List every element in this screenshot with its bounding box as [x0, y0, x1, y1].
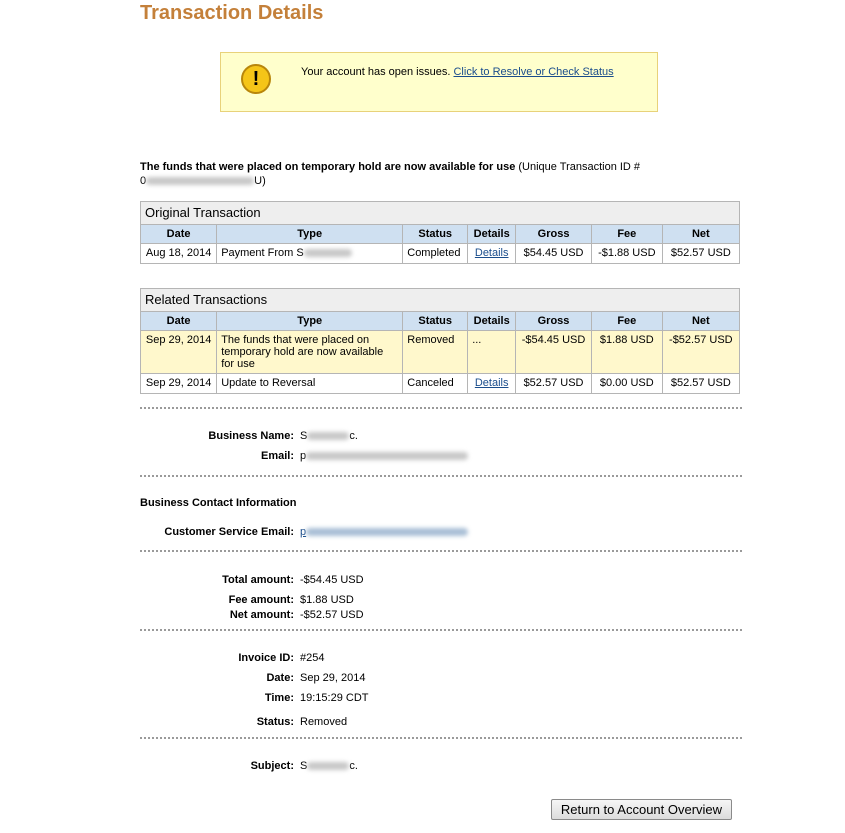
- related-transactions-title: Related Transactions: [141, 289, 739, 312]
- customer-service-email-field: [140, 525, 740, 539]
- date-field: [140, 671, 740, 685]
- type-text: Payment From S: [221, 247, 304, 259]
- alert-text: Your account has open issues.: [301, 66, 451, 78]
- cell-gross: $52.57 USD: [516, 374, 592, 394]
- subject-end: c.: [349, 760, 358, 772]
- redacted-subject: [307, 762, 349, 770]
- cell-date: Aug 18, 2014: [141, 244, 217, 264]
- col-date: Date: [141, 312, 217, 331]
- col-gross: Gross: [516, 225, 592, 244]
- net-amount-value: -$52.57 USD: [300, 609, 364, 621]
- subject-label: Subject:: [250, 760, 294, 772]
- col-type: Type: [217, 312, 403, 331]
- net-amount-field: [140, 608, 740, 622]
- business-name-label: Business Name:: [208, 430, 294, 442]
- col-date: Date: [141, 225, 217, 244]
- business-email-field: [140, 449, 740, 463]
- col-status: Status: [403, 225, 468, 244]
- warning-icon: !: [241, 64, 271, 94]
- divider: [140, 407, 742, 409]
- time-label: Time:: [264, 692, 294, 704]
- fee-amount-value: $1.88 USD: [300, 594, 354, 606]
- status-label: Status:: [256, 716, 294, 728]
- details-link[interactable]: Details: [474, 247, 509, 259]
- subject-start: S: [300, 760, 308, 772]
- cell-net: $52.57 USD: [662, 244, 739, 264]
- cell-fee: -$1.88 USD: [591, 244, 662, 264]
- invoice-id-label: Invoice ID:: [238, 652, 294, 664]
- cell-fee: $1.88 USD: [591, 331, 662, 374]
- cell-details: [468, 244, 516, 264]
- divider: [140, 475, 742, 477]
- status-value: Removed: [300, 716, 348, 728]
- time-field: [140, 691, 740, 705]
- cell-date: Sep 29, 2014: [141, 331, 217, 374]
- status-field: [140, 715, 740, 729]
- cell-status: Completed: [403, 244, 468, 264]
- return-to-account-overview-button[interactable]: Return to Account Overview: [551, 799, 732, 820]
- business-email-value: [300, 449, 468, 463]
- subject-value: [300, 759, 358, 773]
- time-value: 19:15:29 CDT: [300, 692, 369, 704]
- cell-fee: $0.00 USD: [591, 374, 662, 394]
- col-details: Details: [468, 225, 516, 244]
- business-name-value: [300, 429, 358, 443]
- business-email-label: Email:: [260, 450, 294, 462]
- business-name-end: c.: [349, 430, 358, 442]
- invoice-id-field: [140, 651, 740, 665]
- fee-amount-label: Fee amount:: [228, 594, 294, 606]
- redacted-payer-name: [304, 249, 352, 257]
- customer-service-email-value[interactable]: [300, 525, 468, 539]
- original-transaction-table: [141, 225, 739, 263]
- col-net: Net: [662, 312, 739, 331]
- col-status: Status: [403, 312, 468, 331]
- page-title: Transaction Details: [140, 2, 324, 24]
- total-amount-value: -$54.45 USD: [300, 574, 364, 586]
- date-value: Sep 29, 2014: [300, 672, 366, 684]
- details-link[interactable]: Details: [474, 377, 509, 389]
- col-fee: Fee: [591, 225, 662, 244]
- table-row: [141, 331, 739, 374]
- cell-net: $52.57 USD: [662, 374, 739, 394]
- redacted-transaction-id: [146, 177, 254, 185]
- original-transaction-title: Original Transaction: [141, 202, 739, 225]
- cell-net: -$52.57 USD: [662, 331, 739, 374]
- col-fee: Fee: [591, 312, 662, 331]
- col-type: Type: [217, 225, 403, 244]
- customer-service-email-label: Customer Service Email:: [164, 526, 294, 538]
- col-net: Net: [662, 225, 739, 244]
- subject-field: [140, 759, 740, 773]
- transaction-id-start: 0: [140, 175, 147, 187]
- business-name-start: S: [300, 430, 308, 442]
- related-transactions-table: [141, 312, 739, 393]
- cell-gross: $54.45 USD: [516, 244, 592, 264]
- redacted-business-email: [306, 452, 468, 460]
- divider: [140, 629, 742, 631]
- resolve-status-link[interactable]: Click to Resolve or Check Status: [453, 66, 614, 78]
- cell-details: ...: [468, 331, 516, 374]
- open-issues-alert: [220, 52, 658, 112]
- cell-status: Canceled: [403, 374, 468, 394]
- customer-service-email-link[interactable]: [300, 526, 468, 538]
- divider: [140, 737, 742, 739]
- table-header-row: [141, 312, 739, 331]
- table-row: [141, 244, 739, 264]
- redacted-business-name: [307, 432, 349, 440]
- invoice-id-value: #254: [300, 652, 325, 664]
- transaction-headline: [140, 160, 720, 188]
- original-transaction-box: [140, 201, 740, 264]
- headline-bold: The funds that were placed on temporary hold are now available for use: [140, 161, 516, 173]
- redacted-cs-email: [306, 528, 468, 536]
- col-details: Details: [468, 312, 516, 331]
- date-label: Date:: [266, 672, 294, 684]
- business-contact-heading: Business Contact Information: [140, 497, 297, 509]
- cell-type: The funds that were placed on temporary hold are now available for use: [217, 331, 403, 374]
- total-amount-label: Total amount:: [222, 574, 294, 586]
- cell-status: Removed: [403, 331, 468, 374]
- business-email-start: p: [300, 450, 307, 462]
- table-row: [141, 374, 739, 394]
- cell-details: [468, 374, 516, 394]
- related-transactions-box: [140, 288, 740, 394]
- cs-email-start: p: [300, 526, 307, 538]
- alert-message: [301, 66, 614, 78]
- cell-date: Sep 29, 2014: [141, 374, 217, 394]
- col-gross: Gross: [516, 312, 592, 331]
- transaction-id-prefix: (Unique Transaction ID #: [518, 161, 641, 173]
- total-amount-field: [140, 573, 740, 587]
- net-amount-label: Net amount:: [229, 609, 294, 621]
- cell-gross: -$54.45 USD: [516, 331, 592, 374]
- transaction-id-end: U): [254, 175, 266, 187]
- table-header-row: [141, 225, 739, 244]
- business-name-field: [140, 429, 740, 443]
- cell-type: Update to Reversal: [217, 374, 403, 394]
- divider: [140, 550, 742, 552]
- cell-type: [217, 244, 403, 264]
- fee-amount-field: [140, 593, 740, 607]
